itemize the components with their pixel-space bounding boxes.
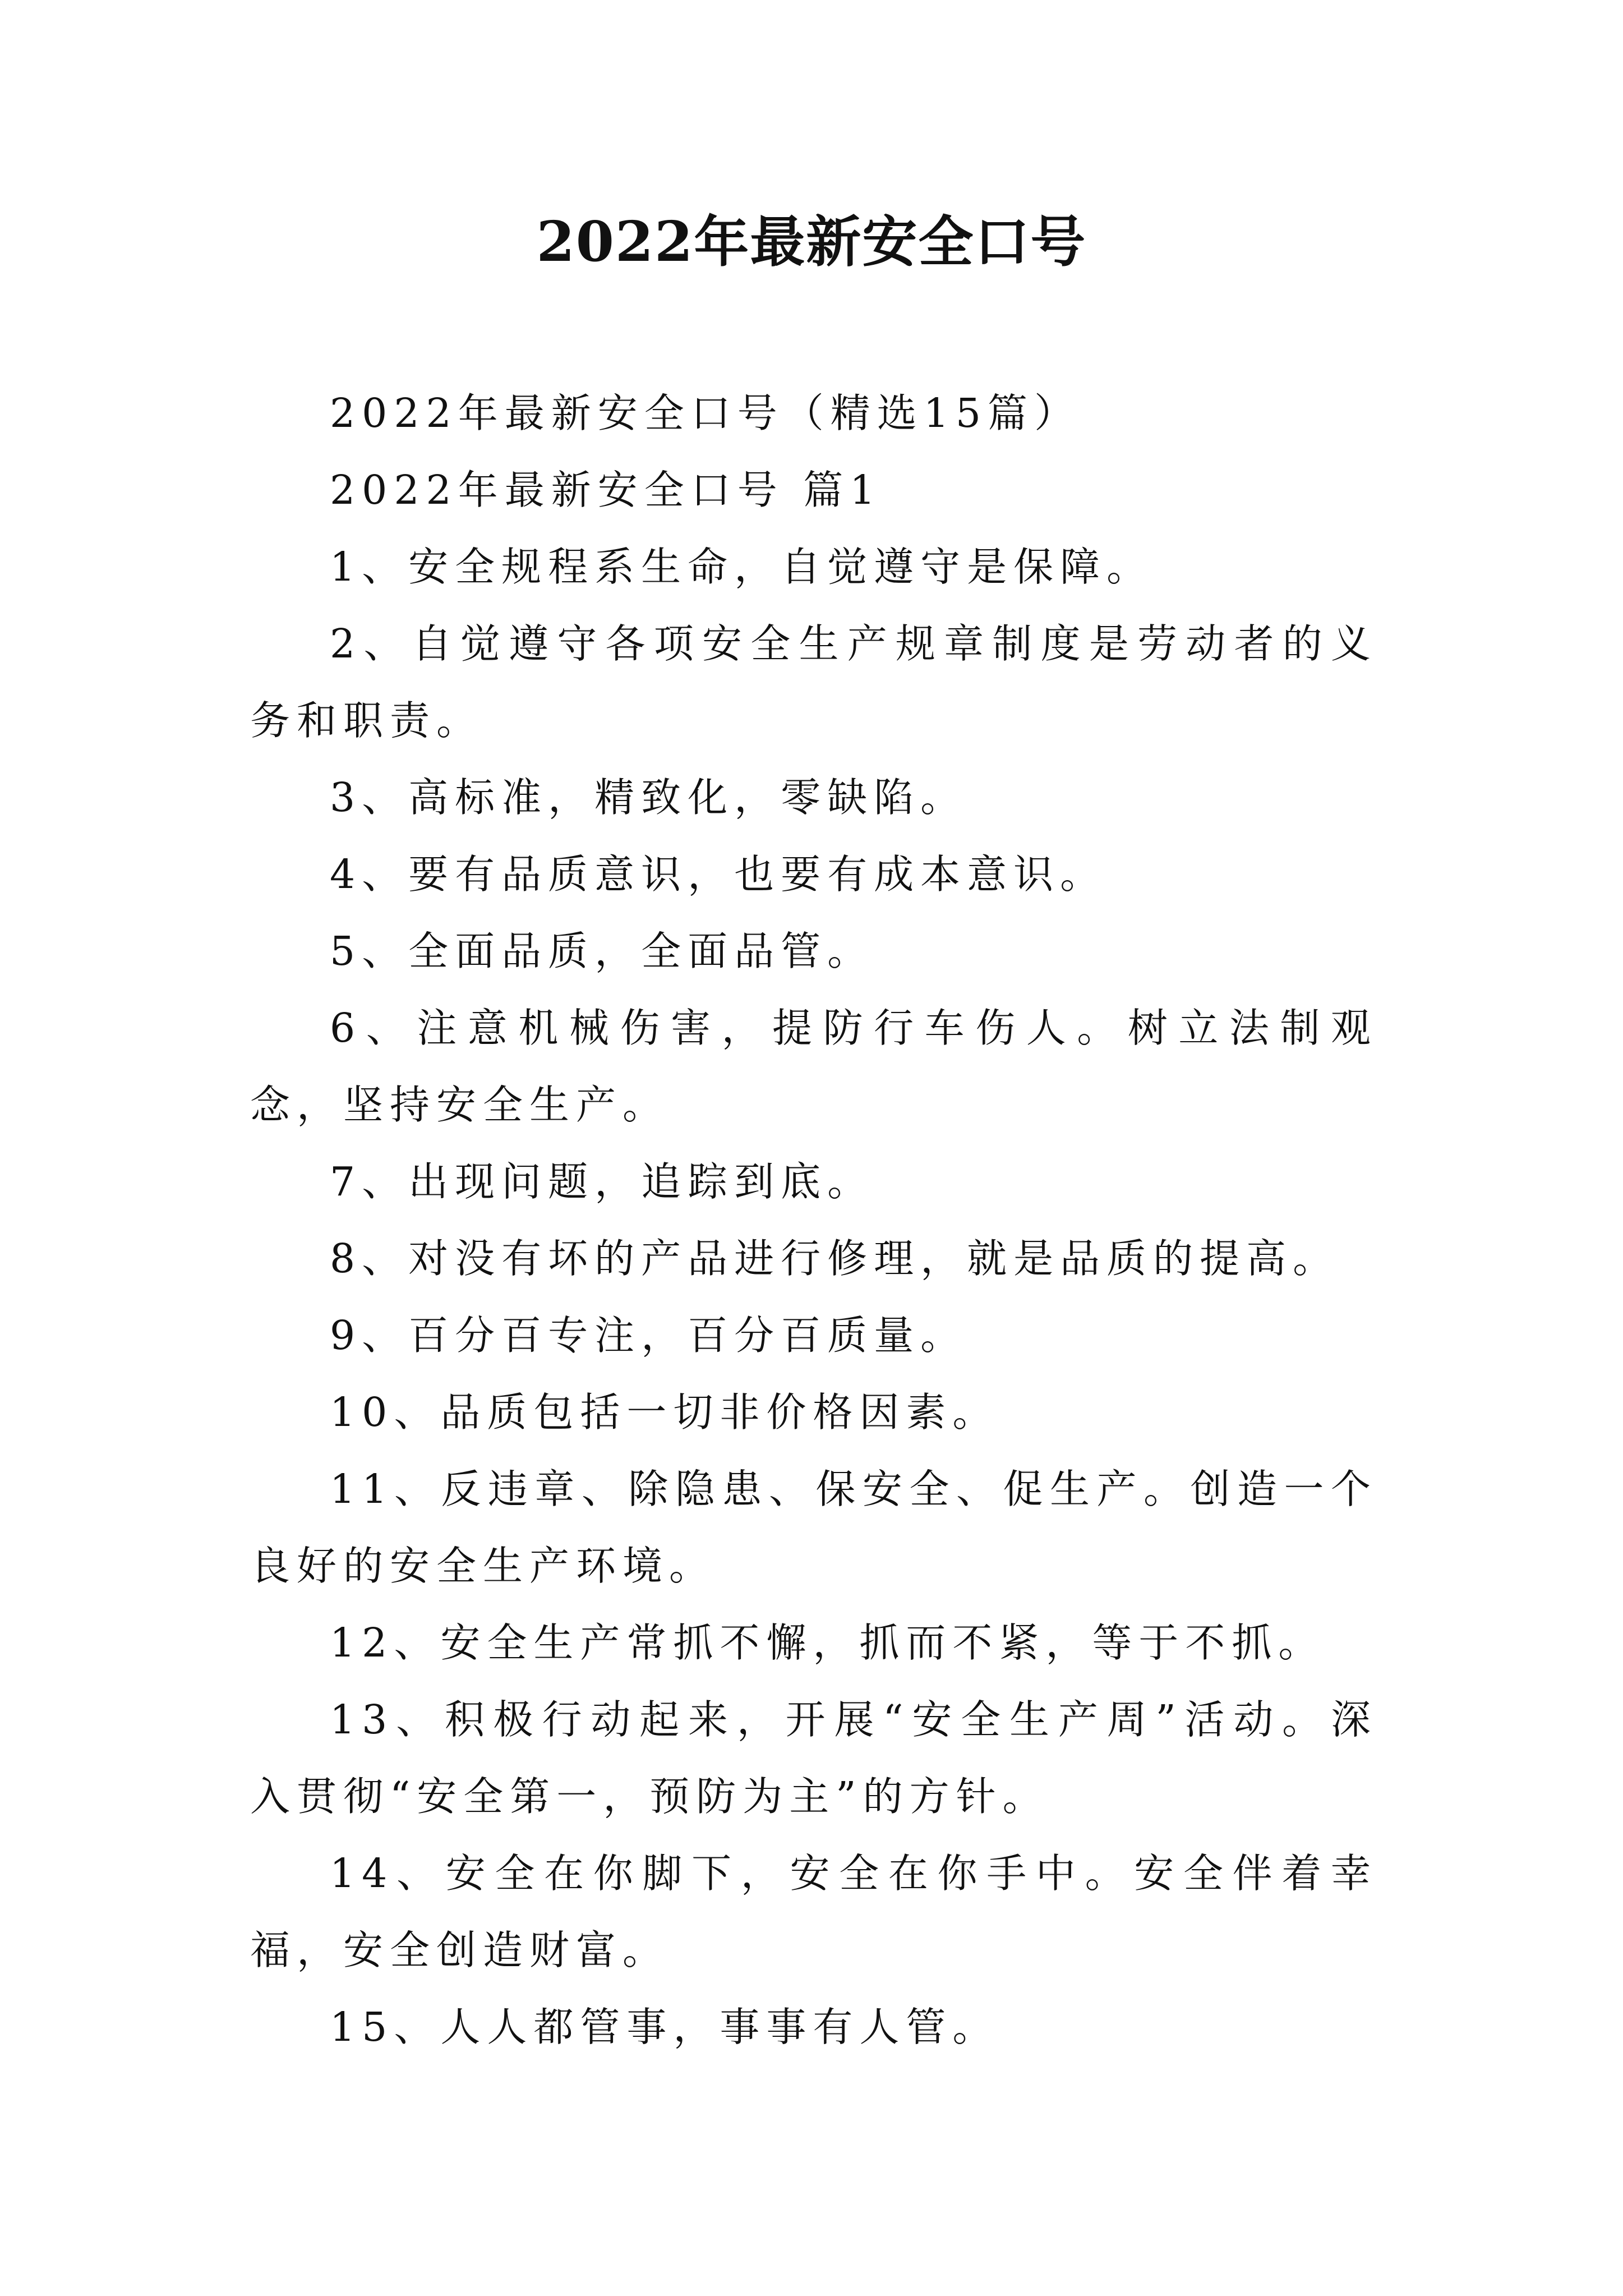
document-body bbox=[250, 375, 1377, 2065]
slogan-item: 4、要有品质意识，也要有成本意识。 bbox=[330, 851, 1107, 898]
slogan-item: 14、安全在你脚下，安全在你手中。安全伴着幸福，安全创造财富。 bbox=[250, 1850, 1377, 1973]
slogan-item: 6、注意机械伤害，提防行车伤人。树立法制观念，坚持安全生产。 bbox=[250, 1005, 1377, 1128]
paragraph-section-heading: 2022年最新安全口号 篇1 bbox=[330, 467, 882, 513]
document-title: 2022年最新安全口号 bbox=[536, 210, 1087, 274]
slogan-item: 7、出现问题，追踪到底。 bbox=[330, 1158, 874, 1205]
slogan-item: 8、对没有坏的产品进行修理，就是品质的提高。 bbox=[330, 1235, 1340, 1282]
slogan-item: 12、安全生产常抓不懈，抓而不紧，等于不抓。 bbox=[330, 1619, 1325, 1666]
slogan-item: 3、高标准，精致化，零缺陷。 bbox=[330, 774, 967, 821]
paragraph-subtitle: 2022年最新安全口号（精选15篇） bbox=[330, 390, 1081, 436]
slogan-item: 15、人人都管事，事事有人管。 bbox=[330, 2004, 999, 2050]
slogan-item: 11、反违章、除隐患、保安全、促生产。创造一个良好的安全生产环境。 bbox=[250, 1466, 1377, 1589]
slogan-item: 2、自觉遵守各项安全生产规章制度是劳动者的义务和职责。 bbox=[250, 620, 1377, 744]
slogan-item: 10、品质包括一切非价格因素。 bbox=[330, 1389, 999, 1435]
slogan-item: 9、百分百专注，百分百质量。 bbox=[330, 1312, 967, 1359]
slogan-item: 13、积极行动起来，开展“安全生产周”活动。深入贯彻“安全第一，预防为主”的方针。 bbox=[250, 1696, 1377, 1820]
slogan-item: 1、安全规程系生命，自觉遵守是保障。 bbox=[330, 544, 1154, 590]
slogan-item: 5、全面品质，全面品管。 bbox=[330, 928, 874, 974]
